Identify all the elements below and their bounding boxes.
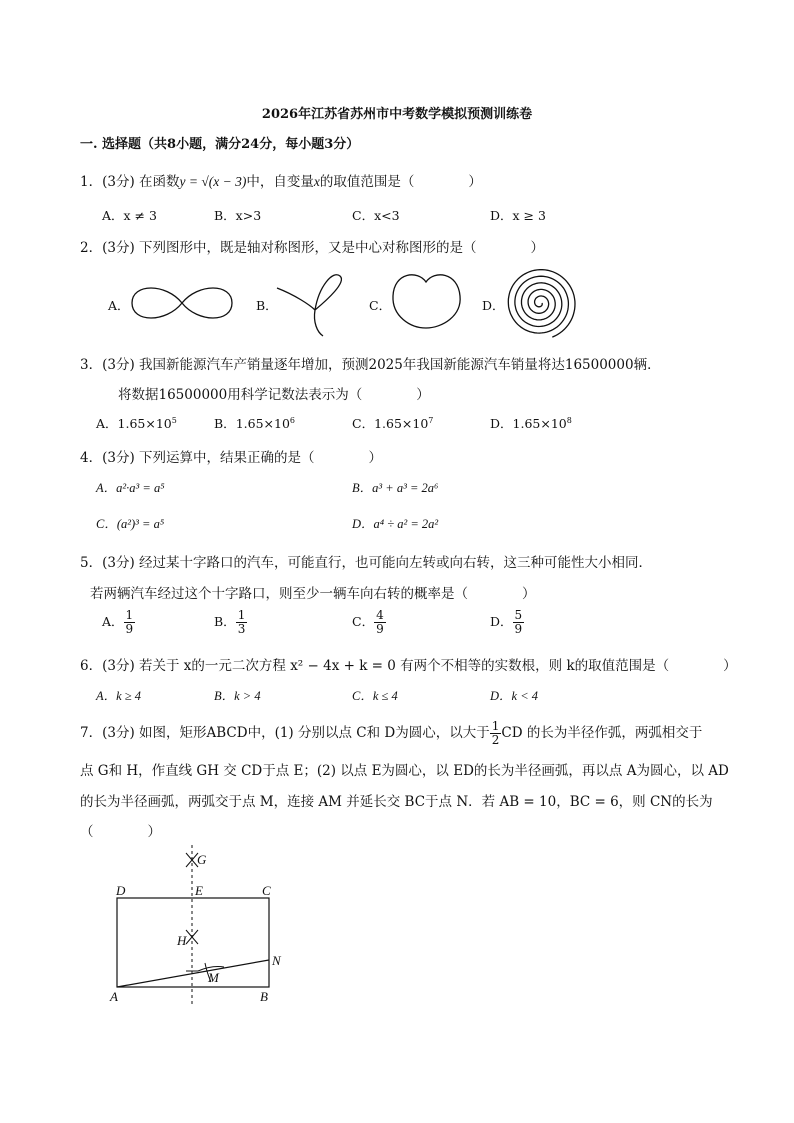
page-title: 2026年江苏省苏州市中考数学模拟预测训练卷 bbox=[261, 107, 533, 122]
q6-option-d[interactable]: D．k < 4 bbox=[490, 689, 539, 703]
q2-option-d-label[interactable]: D． bbox=[482, 298, 505, 313]
question-7-line1: 7．(3分) 如图，矩形ABCD中，(1) 分别以点 C和 D为圆心，以大于 $\frac{1}{2}$ CD 的长为半径作弧，两弧相交于 bbox=[80, 719, 703, 747]
q3-option-c[interactable]: C．$1.65\times 10^7$ bbox=[352, 415, 434, 431]
label-a: A bbox=[110, 989, 118, 1004]
q1-option-c[interactable]: C．x<3 bbox=[352, 208, 400, 223]
question-7-line4: （ ） bbox=[80, 824, 161, 840]
q1-formula: y = √(x − 3) bbox=[179, 174, 247, 189]
q1-option-b[interactable]: B．x>3 bbox=[214, 208, 262, 223]
q6-option-c[interactable]: C．k ≤ 4 bbox=[352, 689, 398, 703]
label-e: E bbox=[195, 883, 203, 898]
question-1-stem: 1．(3分) 在函数y = √(x − 3)中，自变量x的取值范围是（ ） bbox=[80, 174, 482, 190]
label-n: N bbox=[272, 953, 281, 968]
q2-option-c-label[interactable]: C． bbox=[369, 298, 392, 313]
loop-curve-figure bbox=[275, 270, 355, 340]
section-heading: 一. 选择题（共8小题，满分24分，每小题3分） bbox=[80, 137, 360, 152]
question-3-stem-line1: 3．(3分) 我国新能源汽车产销量逐年增加，预测2025年我国新能源汽车销量将达16500000辆． bbox=[80, 357, 661, 373]
q5-option-d[interactable]: D． $\frac{5}{9}$ bbox=[490, 608, 523, 636]
q4-option-c[interactable]: C．(a²)³ = a⁵ bbox=[96, 517, 165, 531]
spiral-curve-figure bbox=[500, 266, 580, 341]
question-3-stem-line2: 将数据16500000用科学记数法表示为（ ） bbox=[118, 387, 430, 403]
question-7-line3: 的长为半径画弧，两弧交于点 M，连接 AM 并延长交 BC于点 N．若 AB = 10，BC = 6，则 CN的长为 bbox=[80, 794, 713, 810]
q4-option-d[interactable]: D．a⁴ ÷ a² = 2a² bbox=[352, 517, 439, 531]
q5-option-c[interactable]: C． $\frac{4}{9}$ bbox=[352, 608, 384, 636]
q1-option-d[interactable]: D．x ≥ 3 bbox=[490, 208, 546, 223]
question-5-stem-line2: 若两辆汽车经过这个十字路口，则至少一辆车向右转的概率是（ ） bbox=[90, 586, 536, 602]
q6-option-a[interactable]: A．k ≥ 4 bbox=[96, 689, 142, 703]
heart-curve-figure bbox=[390, 270, 465, 330]
q5-option-a[interactable]: A． $\frac{1}{9}$ bbox=[102, 608, 134, 636]
q1-option-a[interactable]: A．x ≠ 3 bbox=[102, 208, 157, 223]
label-m: M bbox=[208, 970, 219, 985]
q2-option-a-label[interactable]: A． bbox=[108, 298, 130, 313]
q3-option-b[interactable]: B．$1.65\times 10^6$ bbox=[214, 415, 295, 431]
q3-option-d[interactable]: D．$1.65\times 10^8$ bbox=[490, 415, 572, 431]
q5-option-b[interactable]: B． $\frac{1}{3}$ bbox=[214, 608, 246, 636]
label-h: H bbox=[177, 933, 187, 948]
question-5-stem-line1: 5．(3分) 经过某十字路口的汽车，可能直行，也可能向左转或向右转，这三种可能性大小相同． bbox=[80, 555, 653, 571]
label-b: B bbox=[260, 989, 268, 1004]
q4-option-a[interactable]: A．a²·a³ = a⁵ bbox=[96, 481, 165, 495]
q2-option-b-label[interactable]: B． bbox=[256, 298, 278, 313]
label-c: C bbox=[262, 883, 271, 898]
label-g: G bbox=[197, 852, 207, 867]
label-d: D bbox=[116, 883, 126, 898]
q3-option-a[interactable]: A．$1.65\times 10^5$ bbox=[96, 415, 177, 431]
question-2-stem: 2．(3分) 下列图形中，既是轴对称图形，又是中心对称图形的是（ ） bbox=[80, 240, 545, 256]
q6-option-b[interactable]: B．k > 4 bbox=[214, 689, 261, 703]
question-7-line2: 点 G和 H，作直线 GH 交 CD于点 E；(2) 以点 E为圆心，以 ED的长为半径画弧，再以点 A为圆心，以 AD bbox=[80, 763, 729, 779]
question-6-stem: 6．(3分) 若关于 x的一元二次方程 x² − 4x + k = 0 有两个不相等的实数根，则 k的取值范围是（ ） bbox=[80, 658, 737, 674]
spiral-path bbox=[508, 270, 575, 337]
q4-option-b[interactable]: B．a³ + a³ = 2a⁶ bbox=[352, 481, 439, 495]
infinity-curve-figure bbox=[130, 278, 235, 328]
q7-rectangle-figure bbox=[100, 845, 300, 1010]
question-4-stem: 4．(3分) 下列运算中，结果正确的是（ ） bbox=[80, 450, 383, 466]
